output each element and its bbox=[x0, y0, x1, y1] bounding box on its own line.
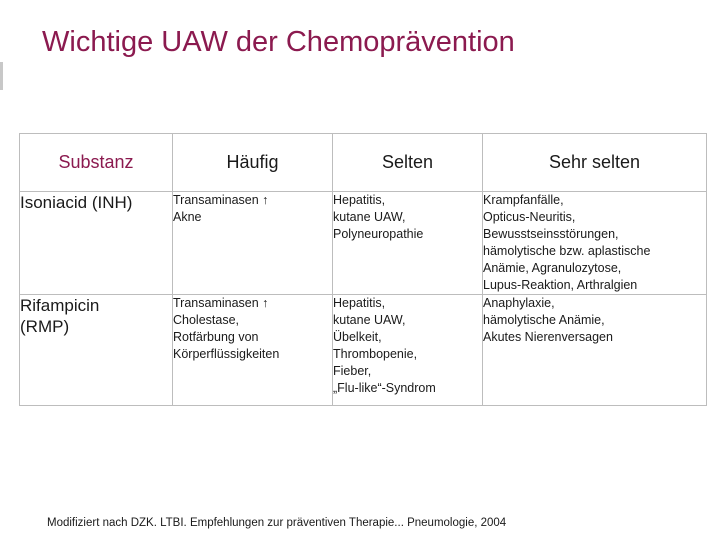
selten-cell: Hepatitis, kutane UAW, Polyneuropathie bbox=[333, 192, 483, 295]
header-substanz: Substanz bbox=[20, 134, 173, 192]
table-row bbox=[20, 192, 707, 295]
header-sehr-selten: Sehr selten bbox=[483, 134, 707, 192]
slide-title: Wichtige UAW der Chemoprävention bbox=[42, 26, 515, 58]
header-selten: Selten bbox=[333, 134, 483, 192]
substance-name: Rifampicin (RMP) bbox=[20, 296, 100, 336]
haeufig-cell: Transaminasen ↑ Akne bbox=[173, 192, 333, 295]
slide-edge-decoration bbox=[0, 62, 3, 90]
haeufig-cell: Transaminasen ↑ Cholestase, Rotfärbung von Körperflüssigkeiten bbox=[173, 295, 333, 406]
source-footnote: Modifiziert nach DZK. LTBI. Empfehlungen zur präventiven Therapie... Pneumologie, 2004 bbox=[47, 517, 507, 529]
table-row bbox=[20, 295, 707, 406]
selten-cell: Hepatitis, kutane UAW, Übelkeit, Thrombopenie, Fieber, „Flu-like“-Syndrom bbox=[333, 295, 483, 406]
header-haeufig: Häufig bbox=[173, 134, 333, 192]
side-effects-table bbox=[19, 133, 707, 406]
substance-cell bbox=[20, 192, 173, 295]
sehr-selten-cell: Anaphylaxie, hämolytische Anämie, Akutes Nierenversagen bbox=[483, 295, 707, 406]
sehr-selten-cell: Krampfanfälle, Opticus-Neuritis, Bewusstseinsstörungen, hämolytische bzw. aplastische Anämie, Agranulozytose, Lupus-Reaktion, Arthralgien bbox=[483, 192, 707, 295]
substance-name: Isoniacid (INH) bbox=[20, 193, 133, 212]
substance-cell bbox=[20, 295, 173, 406]
table-header-row bbox=[20, 134, 707, 192]
